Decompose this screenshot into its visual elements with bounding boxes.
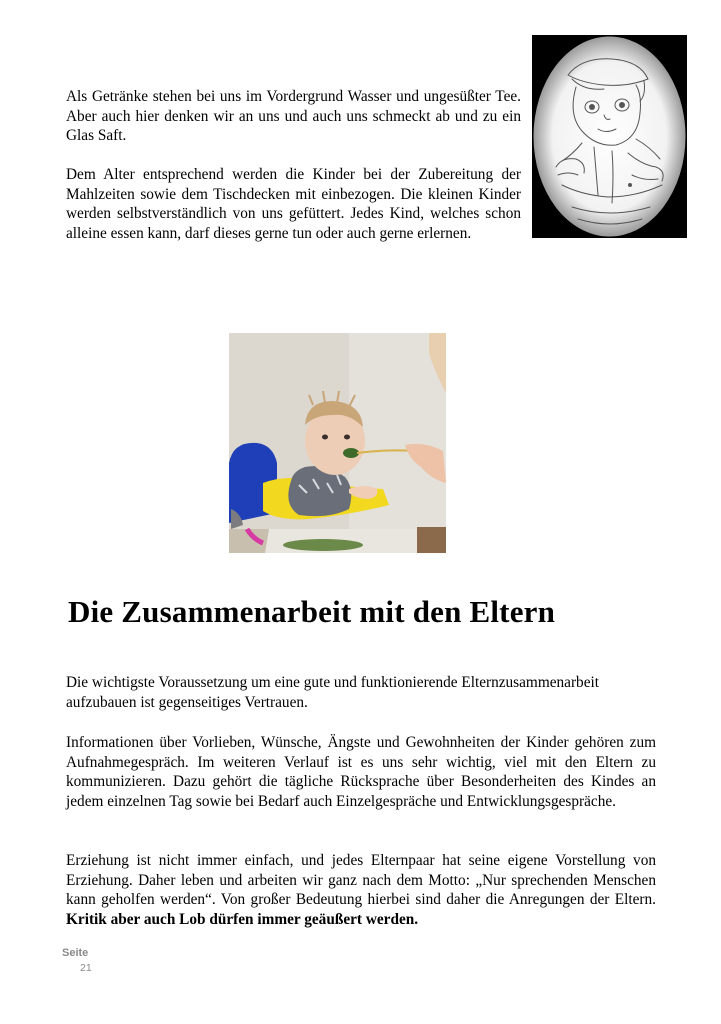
- paragraph-intro: Die wichtigste Voraussetzung um eine gute und funktionierende Elternzusammenarbeit aufzubauen ist gegenseitiges Vertrauen.: [66, 674, 599, 711]
- page-label: Seite: [62, 947, 89, 959]
- paragraph-information: Informationen über Vorlieben, Wünsche, Ängste und Gewohnheiten der Kinder gehören zum Aufnahmegespräch. Im weiteren Verlauf ist es uns sehr wichtig, viel mit den Eltern zu kommunizieren. Dazu gehört die tägliche Rücksprache über Besonderheiten des Kindes an jedem einzelnen Tag sowie bei Bedarf auch Einzelgespräche und Entwicklungsgespräche.: [66, 734, 656, 810]
- education-text: Erziehung ist nicht immer einfach, und jedes Elternpaar hat seine eigene Vorstellung von Erziehung. Daher leben und arbeiten wir ganz nach dem Motto: „Nur sprechenden Menschen kann geholfen werden“. Von großer Bedeutung hierbei sind daher die Anregungen der Eltern.: [66, 852, 656, 909]
- child-feeding-photo: [229, 333, 446, 553]
- education-bold-text: Kritik aber auch Lob dürfen immer geäußert werden.: [66, 910, 419, 928]
- paragraph-drinks: Als Getränke stehen bei uns im Vordergrund Wasser und ungesüßter Tee. Aber auch hier denken wir an uns und auch uns schmeckt ab und zu ein Glas Saft.: [66, 88, 521, 145]
- baby-sketch-image: [532, 35, 687, 238]
- page-number: 21: [80, 962, 92, 974]
- paragraph-education: [66, 851, 656, 929]
- paragraph-meals: Dem Alter entsprechend werden die Kinder bei der Zubereitung der Mahlzeiten sowie dem Tischdecken mit einbezogen. Die kleinen Kinder werden selbstverständlich von uns gefüttert. Jedes Kind, welches schon alleine essen kann, darf dieses gerne tun oder auch gerne erlernen.: [66, 166, 521, 242]
- section-heading: Die Zusammenarbeit mit den Eltern: [68, 594, 556, 629]
- page-footer: [62, 946, 102, 976]
